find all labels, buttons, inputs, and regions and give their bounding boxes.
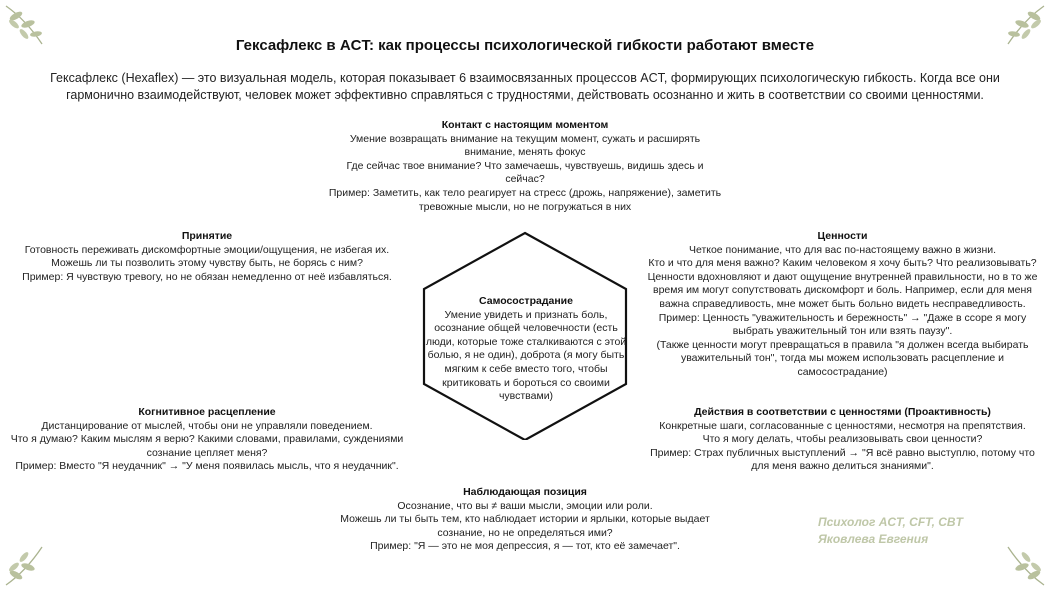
- process-line: критиковать и бороться со своими: [442, 376, 610, 389]
- process-line: Пример: Я чувствую тревогу, но не обязан немедленно от неё избавляться.: [22, 270, 392, 283]
- process-line: Умение возвращать внимание на текущим момент, сужать и расширять: [349, 132, 701, 145]
- process-line: Пример: "Я — это не моя депрессия, я — тот, кто её замечает".: [370, 540, 680, 553]
- process-line: осознание общей человечности (есть: [434, 322, 618, 335]
- process-line: Кто и что для меня важно? Каким человеком я хочу быть? Что реализовывать?: [648, 257, 1037, 270]
- process-line: (Также ценности могут превращаться в правила "я должен всегда выбирать: [656, 338, 1029, 351]
- process-heading: Принятие: [181, 230, 233, 242]
- process-line: тревожные мысли, но не погружаться в них: [418, 200, 632, 213]
- process-values: [640, 230, 1045, 380]
- process-line: Пример: Ценность "уважительность и бережность" → "Даже в ссоре я могу: [658, 311, 1027, 324]
- process-committed-action: [640, 406, 1045, 474]
- process-line: сейчас?: [505, 173, 545, 186]
- process-line: Дистанцирование от мыслей, чтобы они не управляли поведением.: [41, 419, 373, 432]
- process-line: Четкое понимание, что для вас по-настоящему важно в жизни.: [688, 243, 997, 256]
- process-self-compassion: [423, 295, 629, 404]
- process-line: Умение увидеть и признать боль,: [444, 308, 608, 321]
- process-acceptance: [2, 230, 412, 284]
- leaf-sprig-bottom-right-icon: [1002, 543, 1048, 589]
- process-line: уважительный тон", тогда мы можем использовать расцепление и: [680, 352, 1005, 365]
- author-signature: [818, 514, 963, 548]
- process-line: важна справедливость, мне может быть больно видеть несправедливость.: [659, 297, 1026, 310]
- process-contact-present-moment: [300, 119, 750, 214]
- process-line: Ценности вдохновляют и дают ощущение внутренней правильности, но в то же: [647, 270, 1038, 283]
- intro-line: Гексафлекс (Hexaflex) — это визуальная модель, которая показывает 6 взаимосвязанных процессов ACT, формирующих психологическую гибкость. Когда все они: [50, 71, 1000, 85]
- process-heading: Действия в соответствии с ценностями (Проактивность): [694, 406, 991, 418]
- intro-paragraph: [45, 70, 1005, 104]
- process-cognitive-defusion: [2, 406, 412, 474]
- process-line: Пример: Вместо "Я неудачник" → "У меня появилась мысль, что я неудачник".: [15, 460, 399, 473]
- process-line: Можешь ли ты быть тем, кто наблюдает истории и ярлыки, которые выдает: [340, 513, 710, 526]
- process-line: люди, которые тоже сталкиваются с этой: [425, 335, 627, 348]
- process-line: время им могут сопутствовать дискомфорт и боль. Например, если для меня: [652, 284, 1032, 297]
- process-heading: Наблюдающая позиция: [463, 486, 587, 498]
- process-line: Что я думаю? Каким мыслям я верю? Какими словами, правилами, суждениями: [10, 433, 404, 446]
- signature-line-title: Психолог ACT, CFT, CBT: [818, 515, 963, 529]
- process-line: Пример: Страх публичных выступлений → "Я всё равно выступлю, потому что: [650, 446, 1035, 459]
- signature-line-name: Яковлева Евгения: [818, 532, 929, 546]
- process-line: самосострадание): [797, 365, 888, 378]
- process-line: Конкретные шаги, согласованные с ценностями, несмотря на препятствия.: [659, 419, 1026, 432]
- process-line: внимание, менять фокус: [464, 146, 586, 159]
- process-line: Где сейчас твое внимание? Что замечаешь, чувствуешь, видишь здесь и: [346, 159, 704, 172]
- process-line: чувствами): [498, 390, 554, 403]
- page-title: Гексафлекс в ACT: как процессы психологической гибкости работают вместе: [235, 37, 815, 54]
- process-line: Готовность переживать дискомфортные эмоции/ощущения, не избегая их.: [24, 243, 390, 256]
- process-line: сознание, но не определяться ими?: [437, 526, 613, 539]
- process-line: для меня важно делиться знаниями".: [751, 460, 934, 473]
- process-line: болью, я не один), доброта (я могу быть: [427, 349, 625, 362]
- process-line: Пример: Заметить, как тело реагирует на стресс (дрожь, напряжение), заметить: [328, 186, 722, 199]
- process-line: выбрать уважительный тон или взять паузу".: [732, 325, 953, 338]
- process-heading: Ценности: [817, 230, 868, 242]
- process-observer-position: [300, 486, 750, 554]
- intro-line: гармонично взаимодействуют, человек может эффективно справляться с трудностями, действовать осознанно и жить в соответствии со своими ценностями.: [66, 88, 984, 102]
- process-heading: Когнитивное расцепление: [138, 406, 276, 418]
- process-line: мягким к себе вместо того, чтобы: [444, 362, 608, 375]
- leaf-sprig-bottom-left-icon: [2, 543, 48, 589]
- process-line: сознание цепляет меня?: [146, 446, 268, 459]
- process-line: Осознание, что вы ≠ ваши мысли, эмоции или роли.: [397, 499, 653, 512]
- process-line: Можешь ли ты позволить этому чувству быть, не борясь с ним?: [51, 257, 363, 270]
- process-heading: Самосострадание: [479, 295, 573, 307]
- process-line: Что я могу делать, чтобы реализовывать свои ценности?: [702, 433, 983, 446]
- process-heading: Контакт с настоящим моментом: [441, 119, 609, 131]
